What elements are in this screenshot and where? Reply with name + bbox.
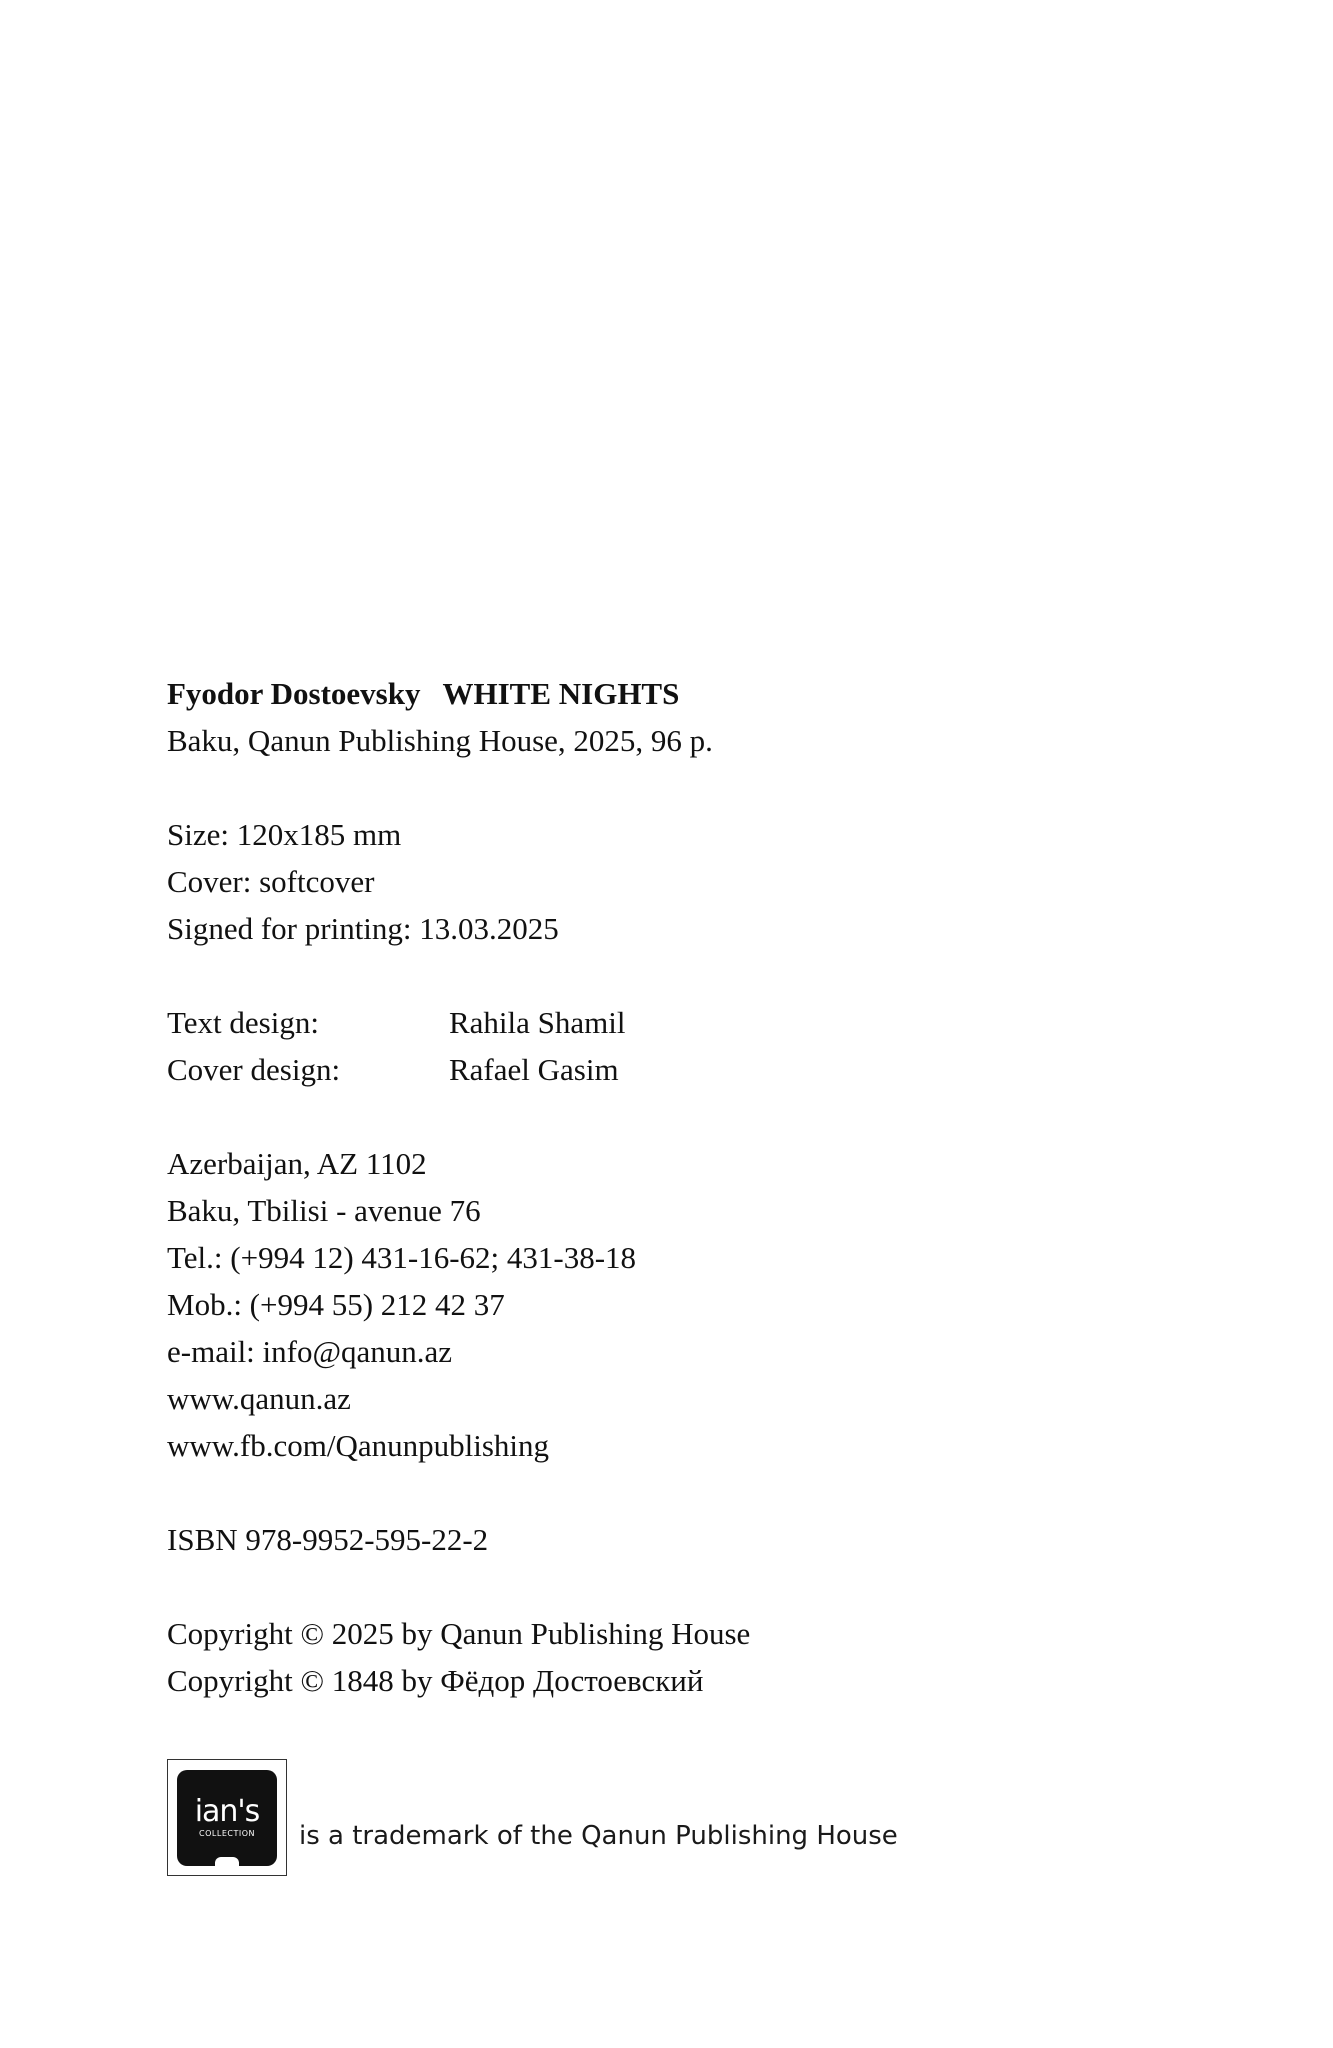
- spacer: [167, 1093, 1167, 1140]
- book-title: WHITE NIGHTS: [442, 676, 680, 711]
- credit-label: Cover design:: [167, 1052, 341, 1087]
- logo-sub-text: COLLECTION: [199, 1828, 255, 1838]
- spacer: [167, 1469, 1167, 1516]
- size-line: Size: 120x185 mm: [167, 817, 402, 852]
- phone-line: Tel.: (+994 12) 431-16-62; 431-38-18: [167, 1240, 637, 1275]
- credit-text-design: [167, 999, 1167, 1046]
- logo-badge: [177, 1770, 277, 1866]
- ians-collection-logo: [167, 1759, 287, 1876]
- author-name: Fyodor Dostoevsky: [167, 676, 421, 711]
- logo-notch: [215, 1857, 239, 1867]
- imprint-block: [167, 670, 1167, 1704]
- spacer: [167, 952, 1167, 999]
- credit-value: Rahila Shamil: [449, 1005, 626, 1040]
- credit-cover-design: [167, 1046, 1167, 1093]
- email-line: e-mail: info@qanun.az: [167, 1334, 453, 1369]
- credit-label: Text design:: [167, 1005, 319, 1040]
- logo-main-text: ian's: [194, 1793, 260, 1829]
- title-line: [167, 670, 1167, 717]
- copyright-line-2: Copyright © 1848 by Фёдор Достоевский: [167, 1663, 704, 1698]
- mobile-line: Mob.: (+994 55) 212 42 37: [167, 1287, 505, 1322]
- spacer: [167, 764, 1167, 811]
- signed-line: Signed for printing: 13.03.2025: [167, 911, 559, 946]
- address-street: Baku, Tbilisi - avenue 76: [167, 1193, 481, 1228]
- address-country: Azerbaijan, AZ 1102: [167, 1146, 427, 1181]
- trademark-block: [167, 1759, 898, 1876]
- spacer: [167, 1563, 1167, 1610]
- website-line: www.qanun.az: [167, 1381, 351, 1416]
- copyright-line-1: Copyright © 2025 by Qanun Publishing House: [167, 1616, 751, 1651]
- isbn-line: ISBN 978-9952-595-22-2: [167, 1522, 489, 1557]
- credit-value: Rafael Gasim: [449, 1052, 619, 1087]
- facebook-line: www.fb.com/Qanunpublishing: [167, 1428, 550, 1463]
- cover-line: Cover: softcover: [167, 864, 375, 899]
- trademark-text: is a trademark of the Qanun Publishing House: [299, 1820, 898, 1851]
- publication-line: Baku, Qanun Publishing House, 2025, 96 p.: [167, 723, 713, 758]
